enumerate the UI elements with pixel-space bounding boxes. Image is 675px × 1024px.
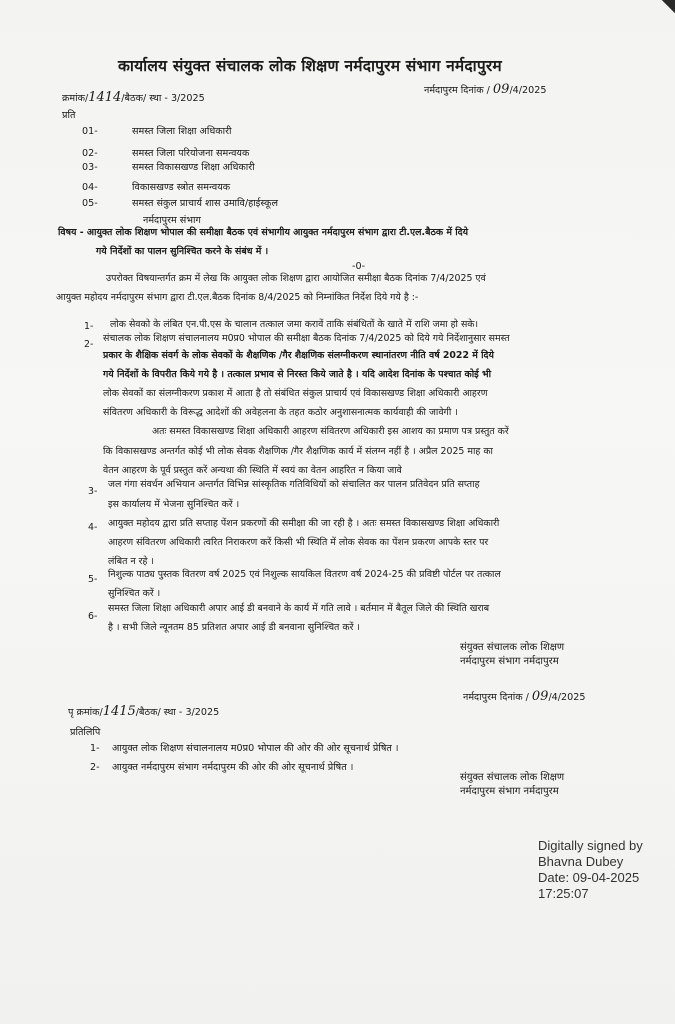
point-number: 6- [88,611,98,622]
point-text-line: जल गंगा संवर्धन अभियान अन्तर्गत विभिन्न सांस्कृतिक गतिविधियों को संचालित कर पालन प्रतिवेदन प्रति सप्ताह [108,479,480,490]
subject-line-2: गये निर्देशों का पालन सुनिश्चित करने के संबंध में । [96,246,269,257]
digital-signature-stamp [538,838,643,901]
endorsement-ref-prefix: पृ क्रमांक/ [68,707,103,718]
point-text-line: लोक सेवकों का संलग्नीकरण प्रकाश में आता है तो संबंधित संकुल प्राचार्य एवं विकासखण्ड शिक्षा अधिकारी आहरण [103,388,488,399]
signature-office: नर्मदापुरम संभाग नर्मदापुरम [460,655,559,667]
point-text-line: समस्त जिला शिक्षा अधिकारी अपार आई डी बनवाने के कार्य में गति लावे । बर्तमान में बैतूल जिले की स्थिति खराब [108,603,490,614]
signature-designation: संयुक्त संचालक लोक शिक्षण [460,772,565,783]
separator: -0- [352,261,366,272]
signature-block-2 [460,771,564,798]
reference-prefix: क्रमांक/ [62,93,89,104]
intro-line-2: आयुक्त महोदय नर्मदापुरम संभाग द्वारा टी.एल.बैठक दिनांक 8/4/2025 को निम्नांकित निर्देश दिये गये है :- [56,292,419,303]
intro-line-1: उपरोक्त विषयान्तर्गत क्रम में लेख कि आयुक्त लोक शिक्षण द्वारा आयोजित समीक्षा बैठक दिनांक 7/4/2025 एवं [106,273,486,284]
copy-to-item: 1- आयुक्त लोक शिक्षण संचालनालय म0प्र0 भोपाल की ओर की ओर सूचनार्थ प्रेषित । [90,743,399,754]
digital-signature-time: 17:25:07 [538,885,589,901]
point-text-line: सुनिश्चित करें । [108,588,161,599]
recipient-item: 03- समस्त विकासखण्ड शिक्षा अधिकारी [82,162,255,173]
endorsement-date-suffix: /4/2025 [548,692,586,703]
point-number: 3- [88,486,98,497]
point-text-line: इस कार्यालय में भेजना सुनिश्चित करें । [108,499,240,510]
copy-to-item: 2- आयुक्त नर्मदापुरम संभाग नर्मदापुरम की ओर की ओर सूचनार्थ प्रेषित । [90,762,354,773]
recipient-place: नर्मदापुरम संभाग [143,215,201,226]
point-text-line: संचालक लोक शिक्षण संचालनालय म0प्र0 भोपाल की समीक्षा बैठक दिनांक 7/4/2025 को दिये गये निर्देशानुसार समस्त [103,333,510,344]
digital-signature-signer: Bhavna Dubey [538,853,624,869]
point-text-line: है । सभी जिले न्यूनतम 85 प्रतिशत अपार आई डी बनवाना सुनिश्चित करें । [108,622,360,633]
endorsement-date [463,689,585,704]
endorsement-handwritten-number: 1415 [102,704,136,719]
endorsement-date-day: 09 [531,689,549,704]
copy-to-heading: प्रतिलिपि [70,727,101,738]
subject-line-1: विषय - आयुक्त लोक शिक्षण भोपाल की समीक्षा बैठक एवं संभागीय आयुक्त नर्मदापुरम संभाग द्वारा टी.एल.बैठक में दिये [58,227,469,238]
point-text-line: वेतन आहरण के पूर्व प्रस्तुत करें अन्यथा की स्थिति में स्वयं का वेतन आहरित न किया जावे [103,465,402,476]
digital-signature-line: Digitally signed by [538,838,643,853]
endorsement-ref-suffix: /बैठक/ स्था - 3/2025 [135,707,220,718]
signature-designation: संयुक्त संचालक लोक शिक्षण [460,642,565,653]
point-text-line: लंबित न रहे । [108,556,154,567]
point-text-line: संवितरण अधिकारी के विरूद्ध आदेशों की अवेहलना के तहत कठोर अनुशासनात्मक कार्यवाही की जावेगी । [103,407,458,418]
signature-office: नर्मदापुरम संभाग नर्मदापुरम [460,785,559,797]
recipient-item: 05- समस्त संकुल प्राचार्य शास उमावि/हाईस्कूल [82,198,278,209]
reference-handwritten-number: 1414 [88,90,122,105]
issue-date-prefix: नर्मदापुरम दिनांक / [424,85,490,96]
reference-number [62,90,205,105]
point-number: 1- [84,321,94,332]
point-text-line: लोक सेवको के लंबित एन.पी.एस के चालान तत्काल जमा करावें ताकि संबंधितों के खाते में राशि जमा हो सके। [110,319,479,330]
recipient-item: 01- समस्त जिला शिक्षा अधिकारी [82,126,232,137]
point-number: 2- [84,339,94,350]
point-number: 5- [88,574,98,585]
issue-date [424,82,546,97]
reference-suffix: /बैठक/ स्था - 3/2025 [121,93,205,104]
point-text-line: कि विकासखण्ड अन्तर्गत कोई भी लोक सेवक शैक्षणिक /गैर शैक्षणिक कार्य में संलग्न नहीं है । अप्रैल 2025 माह का [103,446,493,457]
point-text-line: प्रकार के शैक्षिक संवर्ग के लोक सेवकों के शैक्षणिक /गैर शैक्षणिक संलग्नीकरण स्थानांतरण नीति वर्ष 2022 में दिये [103,350,494,361]
digital-signature-date: Date: 09-04-2025 [538,869,640,885]
issue-date-suffix: /4/2025 [509,85,547,96]
issue-date-day: 09 [492,82,510,97]
point-text-line: आहरण संवितरण अधिकारी त्वरित निराकरण करें किसी भी स्थिति में लोक सेवक का पेंशन प्रकरण आपके स्तर पर [108,537,489,548]
endorsement-reference [68,704,219,719]
office-title: कार्यालय संयुक्त संचालक लोक शिक्षण नर्मदापुरम संभाग नर्मदापुरम [118,57,502,75]
signature-block-1 [460,641,564,668]
point-text-line: अतः समस्त विकासखण्ड शिक्षा अधिकारी आहरण संवितरण अधिकारी इस आशय का प्रमाण पत्र प्रस्तुत करें [152,426,509,437]
point-text-line: आयुक्त महोदय द्वारा प्रति सप्ताह पेंशन प्रकरणों की समीक्षा की जा रही है । अतः समस्त विकासखण्ड शिक्षा अधिकारी [108,518,500,529]
recipient-item: 02- समस्त जिला परियोजना समन्वयक [82,148,250,159]
point-text-line: गये निर्देशों के विपरीत किये गये है । तत्काल प्रभाव से निरस्त किये जाते है । यदि आदेश दिनांक के पश्चात कोई भी [103,369,492,380]
point-number: 4- [88,522,98,533]
recipients-heading: प्रति [62,110,76,121]
point-text-line: निशुल्क पाठ्य पुस्तक वितरण वर्ष 2025 एवं निशुल्क सायकिल वितरण वर्ष 2024-25 की प्रविष्टी पोर्टल पर तत्काल [108,569,501,580]
recipient-item: 04- विकासखण्ड स्त्रोत समन्वयक [82,182,231,193]
endorsement-date-prefix: नर्मदापुरम दिनांक / [463,692,529,703]
page-corner-shadow [653,0,675,22]
